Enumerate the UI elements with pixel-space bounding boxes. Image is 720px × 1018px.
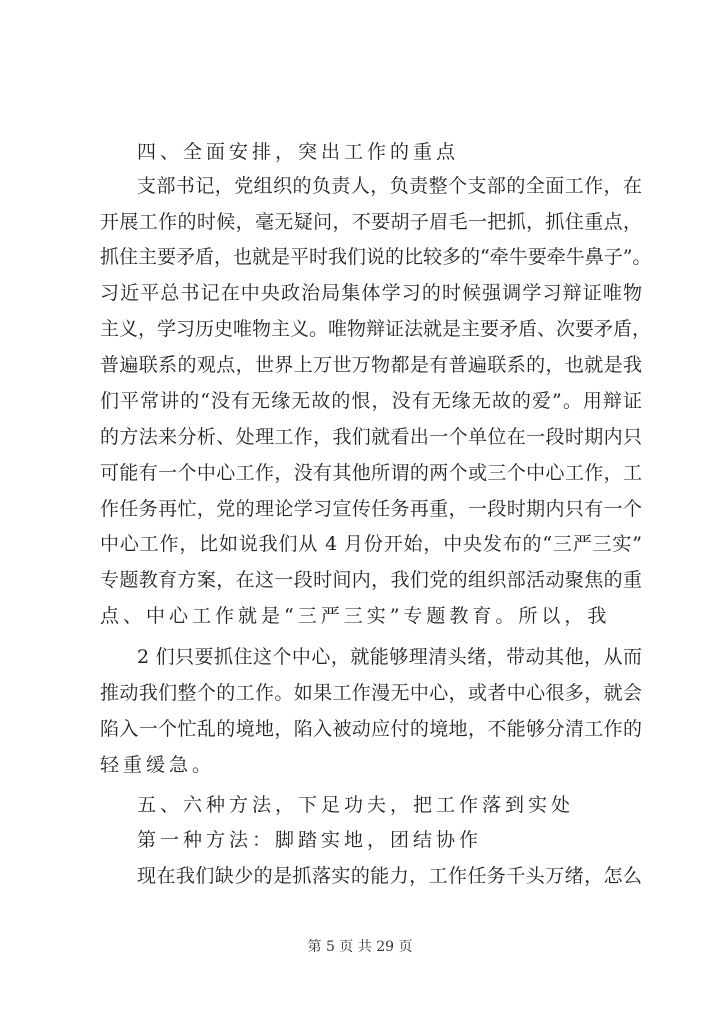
paragraph-line: 中心工作，比如说我们从 4 月份开始，中央发布的“三严三实” — [100, 533, 642, 555]
paragraph-line: 现在我们缺少的是抓落实的能力，工作任务千头万绪，怎么 — [137, 865, 642, 887]
paragraph-line: 支部书记，党组织的负责人，负责整个支部的全面工作，在 — [137, 175, 642, 197]
paragraph-line: 专题教育方案，在这一段时间内，我们党的组织部活动聚焦的重 — [100, 569, 642, 591]
paragraph-line: 开展工作的时候，毫无疑问，不要胡子眉毛一把抓，抓住重点， — [100, 211, 642, 233]
paragraph-line: 抓住主要矛盾，也就是平时我们说的比较多的“牵牛要牵牛鼻子”。 — [100, 246, 652, 268]
subsection-heading: 第一种方法：脚踏实地，团结协作 — [137, 829, 483, 851]
paragraph-line: 推动我们整个的工作。如果工作漫无中心，或者中心很多，就会 — [100, 682, 642, 704]
page-footer: 第 5 页 共 29 页 — [307, 939, 413, 955]
paragraph-line: 习近平总书记在中央政治局集体学习的时候强调学习辩证唯物 — [100, 282, 642, 304]
paragraph-line: 作任务再忙，党的理论学习宣传任务再重，一段时期内只有一个 — [100, 498, 642, 520]
paragraph-line: 们平常讲的“没有无缘无故的恨，没有无缘无故的爱”。用辩证 — [100, 390, 642, 412]
paragraph-line: 陷入一个忙乱的境地，陷入被动应付的境地，不能够分清工作的 — [100, 718, 642, 740]
paragraph-line: 可能有一个中心工作，没有其他所谓的两个或三个中心工作，工 — [100, 462, 642, 484]
paragraph-line: 轻重缓急。 — [100, 754, 216, 776]
paragraph-line: 主义，学习历史唯物主义。唯物辩证法就是主要矛盾、次要矛盾， — [100, 318, 652, 340]
paragraph-line: 2 们只要抓住这个中心，就能够理清头绪，带动其他，从而 — [137, 646, 642, 668]
section-heading: 五、六种方法，下足功夫，把工作落到实处 — [137, 794, 575, 816]
section-heading: 四、全面安排，突出工作的重点 — [137, 141, 460, 163]
paragraph-line: 点、中心工作就是“三严三实”专题教育。所以，我 — [100, 605, 611, 627]
paragraph-line: 普遍联系的观点，世界上万世万物都是有普遍联系的，也就是我 — [100, 354, 642, 376]
paragraph-line: 的方法来分析、处理工作，我们就看出一个单位在一段时期内只 — [100, 426, 642, 448]
